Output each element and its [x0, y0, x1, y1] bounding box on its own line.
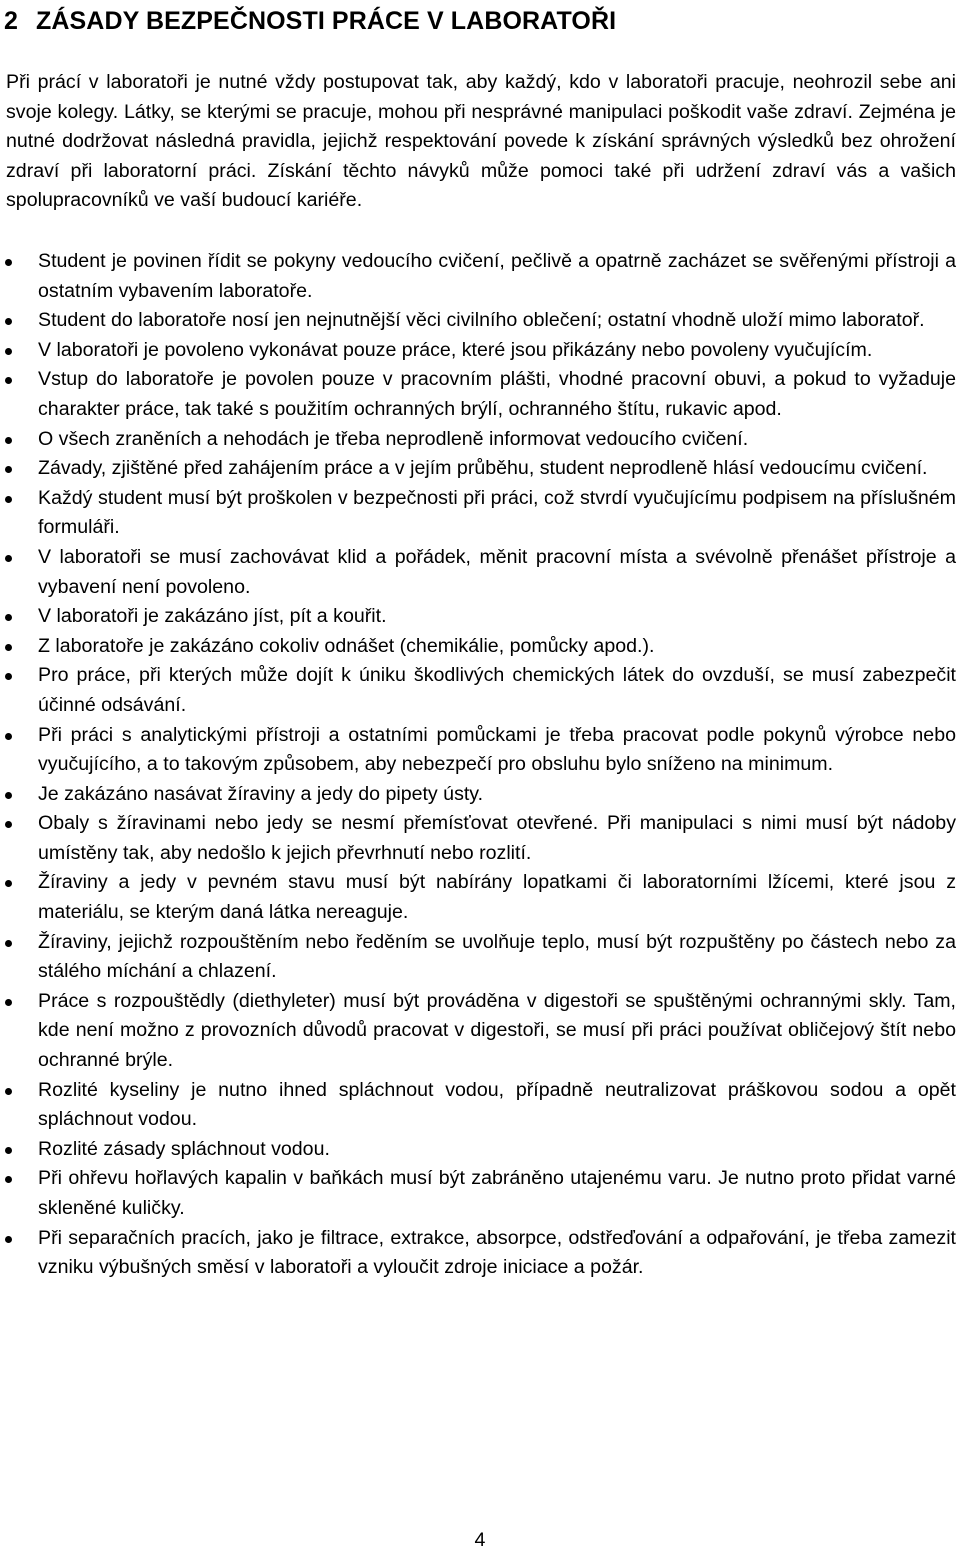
list-item-text: Obaly s žíravinami nebo jedy se nesmí přemísťovat otevřené. Při manipulaci s nimi musí být nádoby umístěny tak, aby nedošlo k jejich převrhnutí nebo rozlití.	[38, 812, 956, 864]
bullet-icon	[5, 466, 12, 473]
list-item	[0, 632, 956, 662]
list-item	[0, 365, 956, 424]
list-item	[0, 1164, 956, 1223]
list-item-text: Žíraviny a jedy v pevném stavu musí být nabírány lopatkami či laboratorními lžícemi, které jsou z materiálu, se kterým daná látka nereaguje.	[38, 871, 956, 924]
list-item	[0, 1135, 956, 1165]
bullet-icon	[5, 259, 12, 266]
bullet-icon	[5, 555, 12, 562]
list-item	[0, 425, 956, 455]
bullet-icon	[5, 1088, 12, 1095]
bullet-icon	[5, 673, 12, 680]
bullet-icon	[5, 318, 12, 325]
list-item	[0, 543, 956, 602]
list-item-text: Z laboratoře je zakázáno cokoliv odnášet (chemikálie, pomůcky apod.).	[38, 634, 655, 657]
list-item	[0, 602, 956, 632]
list-item-text: Při práci s analytickými přístroji a ostatními pomůckami je třeba pracovat podle pokynů výrobce nebo vyučujícího, a to takovým způsobem, aby nebezpečí pro obsluhu bylo sníženo na minimum.	[38, 723, 956, 776]
list-item-text: Student je povinen řídit se pokyny vedoucího cvičení, pečlivě a opatrně zacházet se svěřenými přístroji a ostatním vybavením laboratoře.	[38, 250, 956, 302]
list-item-text: Každý student musí být proškolen v bezpečnosti při práci, což stvrdí vyučujícímu podpisem na příslušném formuláři.	[38, 486, 956, 539]
bullet-icon	[5, 614, 12, 621]
list-item-text: V laboratoři se musí zachovávat klid a pořádek, měnit pracovní místa a svévolně přenášet přístroje a vybavení není povoleno.	[38, 545, 956, 598]
list-item	[0, 868, 956, 927]
list-item-text: Rozlité zásady spláchnout vodou.	[38, 1137, 330, 1160]
bullet-icon	[5, 940, 12, 947]
list-item	[0, 928, 956, 987]
page-number: 4	[474, 1529, 486, 1551]
bullet-icon	[5, 377, 12, 384]
bullet-icon	[5, 348, 12, 355]
list-item	[0, 780, 956, 810]
list-item-text: Vstup do laboratoře je povolen pouze v pracovním plášti, vhodné pracovní obuvi, a pokud to vyžaduje charakter práce, tak také s použitím ochranných brýlí, ochranného štítu, rukavic apod.	[38, 368, 956, 420]
list-item	[0, 721, 956, 780]
list-item	[0, 1224, 956, 1283]
bullet-icon	[5, 1147, 12, 1154]
list-item	[0, 809, 956, 868]
list-item	[0, 987, 956, 1076]
bullet-icon	[5, 437, 12, 444]
safety-rules-list	[0, 247, 956, 1283]
list-item-text: Je zakázáno nasávat žíraviny a jedy do pipety ústy.	[38, 782, 484, 805]
list-item	[0, 1076, 956, 1135]
list-item	[0, 484, 956, 543]
list-item-text: O všech zraněních a nehodách je třeba neprodleně informovat vedoucího cvičení.	[38, 427, 749, 450]
bullet-icon	[5, 999, 12, 1006]
intro-paragraph: Při prácí v laboratoři je nutné vždy postupovat tak, aby každý, kdo v laboratoři pracuje, neohrozil sebe ani svoje kolegy. Látky, se kterými se pracuje, mohou při nesprávné manipulaci poškodit vaše zdraví. Zejména je nutné dodržovat následná pravidla, jejichž respektování povede k získání správných výsledků bez ohrožení zdraví při laboratorní práci. Získání těchto návyků může pomoci také při udržení zdraví vás a vašich spolupracovníků ve vaší budoucí kariéře.	[6, 71, 956, 212]
list-item-text: V laboratoři je povoleno vykonávat pouze práce, které jsou přikázány nebo povoleny vyučujícím.	[38, 338, 873, 361]
bullet-icon	[5, 496, 12, 503]
list-item	[0, 306, 956, 336]
list-item-text: Práce s rozpouštědly (diethyleter) musí být prováděna v digestoři se spuštěnými ochrannými skly. Tam, kde není možno z provozních důvodů pracovat v digestoři, se musí při práci používat obličejový štít nebo ochranné brýle.	[38, 989, 956, 1072]
list-item-text: Pro práce, při kterých může dojít k úniku škodlivých chemických látek do ovzduší, se musí zabezpečit účinné odsávání.	[38, 664, 956, 716]
list-item	[0, 247, 956, 306]
section-title: ZÁSADY BEZPEČNOSTI PRÁCE V LABORATOŘI	[36, 7, 617, 35]
list-item	[0, 454, 956, 484]
section-heading	[4, 2, 616, 40]
list-item-text: Student do laboratoře nosí jen nejnutnější věci civilního oblečení; ostatní vhodně uloží mimo laboratoř.	[38, 309, 925, 332]
list-item-text: Při separačních pracích, jako je filtrace, extrakce, absorpce, odstřeďování a odpařování, je třeba zamezit vzniku výbušných směsí v laboratoři a vyloučit zdroje iniciace a požár.	[38, 1226, 956, 1279]
bullet-icon	[5, 1236, 12, 1243]
bullet-icon	[5, 733, 12, 740]
list-item-text: Při ohřevu hořlavých kapalin v baňkách musí být zabráněno utajenému varu. Je nutno proto přidat varné skleněné kuličky.	[38, 1167, 956, 1219]
section-number: 2	[4, 7, 19, 35]
list-item-text: Žíraviny, jejichž rozpouštěním nebo ředěním se uvolňuje teplo, musí být rozpuštěny po částech nebo za stálého míchání a chlazení.	[38, 930, 956, 983]
bullet-icon	[5, 644, 12, 651]
list-item-text: Závady, zjištěné před zahájením práce a v jejím průběhu, student neprodleně hlásí vedoucímu cvičení.	[38, 457, 928, 480]
list-item-text: V laboratoři je zakázáno jíst, pít a kouřit.	[38, 605, 387, 628]
bullet-icon	[5, 1176, 12, 1183]
bullet-icon	[5, 880, 12, 887]
list-item-text: Rozlité kyseliny je nutno ihned spláchnout vodou, případně neutralizovat práškovou sodou a opět spláchnout vodou.	[38, 1078, 956, 1131]
list-item	[0, 661, 956, 720]
bullet-icon	[5, 792, 12, 799]
bullet-icon	[5, 821, 12, 828]
list-item	[0, 336, 956, 366]
